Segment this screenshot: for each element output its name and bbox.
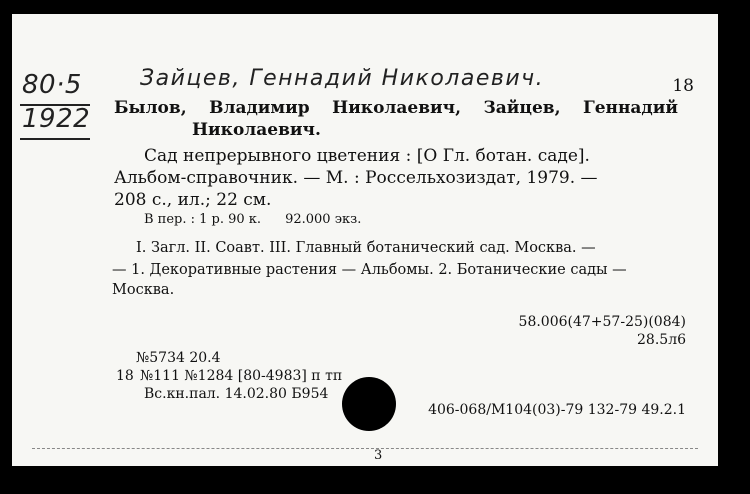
heading-word: Николаевич, [332, 98, 462, 118]
title-line-2: Альбом-справочник. — М. : Россельхозиздат, 1979. — [114, 168, 598, 188]
shelfmark-underline-bottom [20, 138, 90, 140]
shelfmark-top: 80·5 [22, 70, 82, 100]
dashed-divider [32, 448, 698, 449]
handwritten-author-name: Зайцев, Геннадий Николаевич. [140, 66, 545, 91]
shelfmark-bottom: 1922 [22, 104, 91, 134]
heading-word: Владимир [209, 98, 310, 118]
udc-index: 58.006(47+57-25)(084) [518, 314, 686, 330]
copies-text: 92.000 экз. [285, 212, 362, 227]
heading-word: Зайцев, [483, 98, 561, 118]
footer-mark: 3 [374, 448, 383, 463]
heading-line-1 [114, 98, 678, 118]
bbk-index: 28.5л6 [637, 332, 686, 348]
title-line-1: Сад непрерывного цветения : [О Гл. ботан. саде]. [144, 146, 590, 166]
catalog-card [12, 14, 718, 466]
tracing-line-2-number: 18 [116, 368, 134, 384]
price-text: В пер. : 1 р. 90 к. [144, 212, 262, 227]
subjects-line-1: I. Загл. II. Соавт. III. Главный ботанический сад. Москва. — [136, 240, 596, 256]
heading-word: Былов, [114, 98, 187, 118]
tracing-line-1: №5734 20.4 [136, 350, 221, 366]
tracing-line-3: Вс.кн.пал. 14.02.80 Б954 [144, 386, 329, 402]
price-line [144, 212, 361, 227]
tracing-line-3-right: 406-068/М104(03)-79 132-79 49.2.1 [428, 402, 686, 418]
subjects-line-2: — 1. Декоративные растения — Альбомы. 2. Ботанические сады — [112, 262, 627, 278]
card-number: 18 [672, 76, 694, 96]
tracing-line-2: №111 №1284 [80-4983] п тп [140, 368, 343, 384]
title-line-3: 208 с., ил.; 22 см. [114, 190, 272, 210]
heading-word: Геннадий [582, 98, 678, 118]
subjects-line-3: Москва. [112, 282, 175, 298]
punch-hole [342, 377, 396, 431]
heading-line-2: Николаевич. [192, 120, 321, 140]
